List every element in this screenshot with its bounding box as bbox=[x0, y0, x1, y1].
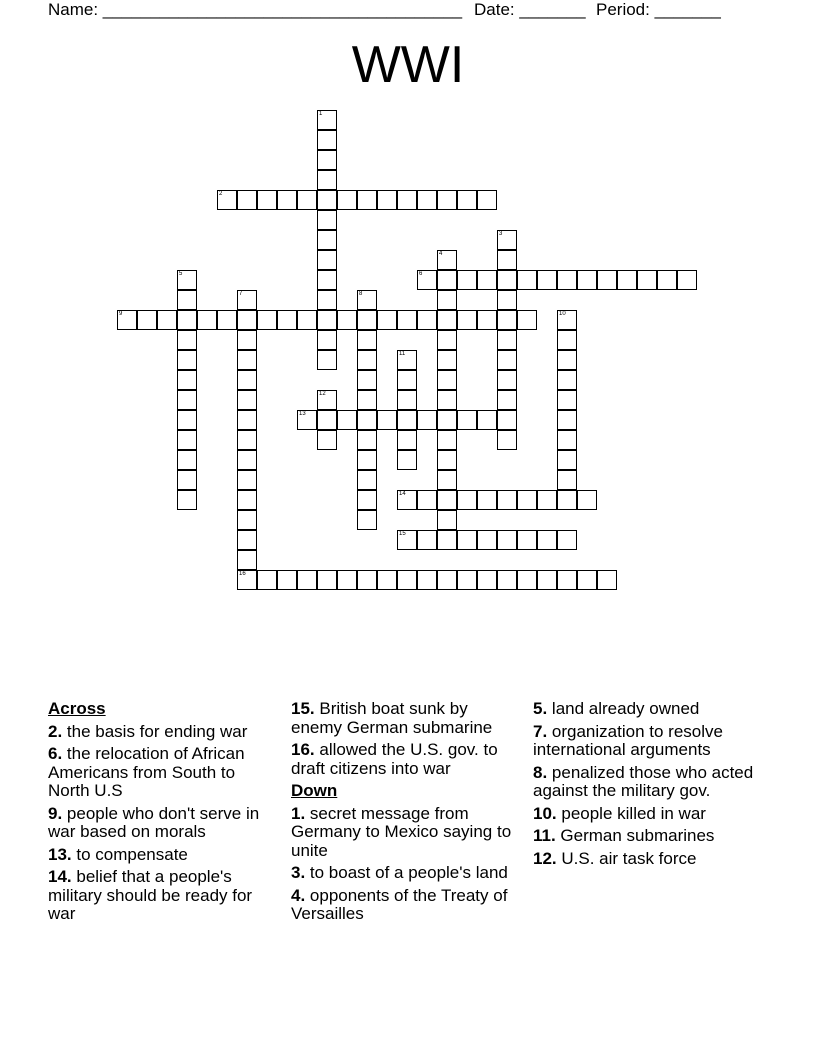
crossword-cell[interactable] bbox=[357, 430, 377, 450]
crossword-cell[interactable] bbox=[257, 570, 277, 590]
crossword-cell[interactable] bbox=[237, 490, 257, 510]
crossword-cell[interactable] bbox=[317, 230, 337, 250]
crossword-cell[interactable] bbox=[437, 390, 457, 410]
crossword-cell[interactable] bbox=[557, 350, 577, 370]
crossword-cell[interactable] bbox=[557, 270, 577, 290]
crossword-cell[interactable] bbox=[557, 470, 577, 490]
clue-across-14: 14. belief that a people's military should be ready for war bbox=[48, 867, 253, 923]
crossword-cell[interactable] bbox=[437, 490, 457, 510]
crossword-cell[interactable] bbox=[497, 350, 517, 370]
crossword-cell[interactable] bbox=[477, 190, 497, 210]
crossword-cell[interactable] bbox=[177, 490, 197, 510]
crossword-cell[interactable] bbox=[217, 310, 237, 330]
crossword-cell[interactable] bbox=[317, 190, 337, 210]
crossword-cell[interactable] bbox=[297, 410, 317, 430]
cell-number: 6 bbox=[419, 271, 423, 277]
crossword-cell[interactable] bbox=[337, 190, 357, 210]
crossword-cell[interactable] bbox=[217, 190, 237, 210]
clue-down-3: 3. to boast of a people's land bbox=[291, 863, 508, 882]
crossword-cell[interactable] bbox=[557, 450, 577, 470]
crossword-cell[interactable] bbox=[457, 530, 477, 550]
crossword-cell[interactable] bbox=[357, 470, 377, 490]
crossword-cell[interactable] bbox=[437, 270, 457, 290]
crossword-cell[interactable] bbox=[177, 470, 197, 490]
crossword-cell[interactable] bbox=[497, 250, 517, 270]
crossword-cell[interactable] bbox=[357, 290, 377, 310]
clue-down-8: 8. penalized those who acted against the military gov. bbox=[533, 762, 754, 800]
clue-down-11: 11. German submarines bbox=[533, 826, 715, 845]
crossword-cell[interactable] bbox=[497, 330, 517, 350]
crossword-cell[interactable] bbox=[437, 290, 457, 310]
crossword-cell[interactable] bbox=[317, 310, 337, 330]
cell-number: 13 bbox=[299, 411, 306, 417]
clue-across-6: 6. the relocation of African Americans from South to North U.S bbox=[48, 744, 245, 800]
crossword-cell[interactable] bbox=[397, 570, 417, 590]
crossword-cell[interactable] bbox=[457, 410, 477, 430]
cell-number: 2 bbox=[219, 191, 223, 197]
crossword-cell[interactable] bbox=[637, 270, 657, 290]
crossword-cell[interactable] bbox=[397, 450, 417, 470]
crossword-cell[interactable] bbox=[537, 270, 557, 290]
crossword-cell[interactable] bbox=[357, 410, 377, 430]
crossword-cell[interactable] bbox=[437, 250, 457, 270]
crossword-cell[interactable] bbox=[517, 310, 537, 330]
cell-number: 10 bbox=[559, 311, 566, 317]
crossword-cell[interactable] bbox=[577, 570, 597, 590]
crossword-cell[interactable] bbox=[517, 530, 537, 550]
crossword-cell[interactable] bbox=[517, 570, 537, 590]
crossword-cell[interactable] bbox=[177, 450, 197, 470]
crossword-cell[interactable] bbox=[297, 570, 317, 590]
crossword-cell[interactable] bbox=[557, 330, 577, 350]
crossword-cell[interactable] bbox=[457, 270, 477, 290]
crossword-cell[interactable] bbox=[437, 510, 457, 530]
crossword-cell[interactable] bbox=[457, 190, 477, 210]
crossword-cell[interactable] bbox=[617, 270, 637, 290]
clue-across-16: 16. allowed the U.S. gov. to draft citizens into war bbox=[291, 740, 498, 778]
crossword-cell[interactable] bbox=[337, 410, 357, 430]
crossword-cell[interactable] bbox=[337, 310, 357, 330]
crossword-cell[interactable] bbox=[277, 310, 297, 330]
clue-across-13: 13. to compensate bbox=[48, 844, 188, 864]
cell-number: 8 bbox=[359, 291, 363, 297]
clue-down-12: 12. U.S. air task force bbox=[533, 848, 697, 868]
crossword-cell[interactable] bbox=[357, 310, 377, 330]
crossword-cell[interactable] bbox=[497, 310, 517, 330]
cell-number: 15 bbox=[399, 531, 406, 537]
crossword-cell[interactable] bbox=[357, 190, 377, 210]
crossword-cell[interactable] bbox=[437, 370, 457, 390]
crossword-cell[interactable] bbox=[417, 490, 437, 510]
crossword-cell[interactable] bbox=[237, 530, 257, 550]
crossword-cell[interactable] bbox=[237, 450, 257, 470]
clue-down-7: 7. organization to resolve international arguments bbox=[533, 721, 723, 759]
crossword-cell[interactable] bbox=[537, 570, 557, 590]
crossword-cell[interactable] bbox=[657, 270, 677, 290]
crossword-cell[interactable] bbox=[417, 310, 437, 330]
crossword-cell[interactable] bbox=[237, 510, 257, 530]
crossword-cell[interactable] bbox=[317, 330, 337, 350]
clue-down-5: 5. land already owned bbox=[533, 699, 700, 718]
crossword-cell[interactable] bbox=[357, 330, 377, 350]
crossword-cell[interactable] bbox=[177, 270, 197, 290]
crossword-cell[interactable] bbox=[177, 410, 197, 430]
clues-column-3 bbox=[533, 700, 765, 872]
cell-number: 12 bbox=[319, 391, 326, 397]
clues-column-1 bbox=[48, 700, 280, 928]
crossword-cell[interactable] bbox=[497, 410, 517, 430]
crossword-cell[interactable] bbox=[497, 270, 517, 290]
crossword-cell[interactable] bbox=[457, 310, 477, 330]
crossword-cell[interactable] bbox=[397, 350, 417, 370]
crossword-cell[interactable] bbox=[237, 410, 257, 430]
crossword-cell[interactable] bbox=[437, 190, 457, 210]
crossword-cell[interactable] bbox=[277, 570, 297, 590]
cell-number: 11 bbox=[399, 351, 406, 357]
date-field[interactable]: Date: _______ bbox=[474, 0, 586, 19]
crossword-cell[interactable] bbox=[177, 370, 197, 390]
cell-number: 4 bbox=[439, 251, 443, 257]
crossword-cell[interactable] bbox=[237, 330, 257, 350]
crossword-cell[interactable] bbox=[497, 430, 517, 450]
crossword-cell[interactable] bbox=[397, 410, 417, 430]
crossword-cell[interactable] bbox=[557, 370, 577, 390]
crossword-cell[interactable] bbox=[557, 390, 577, 410]
crossword-cell[interactable] bbox=[237, 430, 257, 450]
crossword-cell[interactable] bbox=[557, 490, 577, 510]
crossword-cell[interactable] bbox=[377, 310, 397, 330]
crossword-cell[interactable] bbox=[377, 410, 397, 430]
crossword-cell[interactable] bbox=[137, 310, 157, 330]
crossword-cell[interactable] bbox=[437, 570, 457, 590]
crossword-cell[interactable] bbox=[357, 450, 377, 470]
crossword-cell[interactable] bbox=[397, 190, 417, 210]
crossword-cell[interactable] bbox=[317, 210, 337, 230]
crossword-cell[interactable] bbox=[337, 570, 357, 590]
crossword-cell[interactable] bbox=[497, 390, 517, 410]
clue-across-2: 2. the basis for ending war bbox=[48, 721, 248, 741]
crossword-cell[interactable] bbox=[477, 570, 497, 590]
crossword-cell[interactable] bbox=[177, 310, 197, 330]
cell-number: 7 bbox=[239, 291, 243, 297]
crossword-cell[interactable] bbox=[417, 270, 437, 290]
crossword-cell[interactable] bbox=[317, 250, 337, 270]
crossword-cell[interactable] bbox=[437, 450, 457, 470]
crossword-cell[interactable] bbox=[237, 350, 257, 370]
crossword-cell[interactable] bbox=[397, 530, 417, 550]
crossword-cell[interactable] bbox=[177, 330, 197, 350]
crossword-cell[interactable] bbox=[477, 270, 497, 290]
crossword-cell[interactable] bbox=[177, 430, 197, 450]
crossword-cell[interactable] bbox=[497, 530, 517, 550]
crossword-cell[interactable] bbox=[177, 350, 197, 370]
crossword-cell[interactable] bbox=[317, 290, 337, 310]
crossword-cell[interactable] bbox=[397, 430, 417, 450]
crossword-cell[interactable] bbox=[357, 510, 377, 530]
crossword-cell[interactable] bbox=[477, 410, 497, 430]
crossword-cell[interactable] bbox=[537, 490, 557, 510]
crossword-cell[interactable] bbox=[237, 570, 257, 590]
crossword-cell[interactable] bbox=[417, 570, 437, 590]
crossword-cell[interactable] bbox=[317, 570, 337, 590]
crossword-cell[interactable] bbox=[437, 330, 457, 350]
crossword-cell[interactable] bbox=[317, 390, 337, 410]
crossword-cell[interactable] bbox=[597, 570, 617, 590]
crossword-cell[interactable] bbox=[517, 270, 537, 290]
crossword-cell[interactable] bbox=[237, 310, 257, 330]
crossword-cell[interactable] bbox=[317, 150, 337, 170]
crossword-cell[interactable] bbox=[317, 110, 337, 130]
crossword-cell[interactable] bbox=[437, 530, 457, 550]
name-field[interactable]: Name: ______________________________________ bbox=[48, 0, 463, 19]
crossword-cell[interactable] bbox=[357, 390, 377, 410]
crossword-cell[interactable] bbox=[537, 530, 557, 550]
down-heading: Down bbox=[291, 781, 338, 800]
crossword-cell[interactable] bbox=[577, 270, 597, 290]
crossword-cell[interactable] bbox=[117, 310, 137, 330]
crossword-cell[interactable] bbox=[297, 310, 317, 330]
crossword-cell[interactable] bbox=[497, 290, 517, 310]
crossword-cell[interactable] bbox=[417, 530, 437, 550]
crossword-cell[interactable] bbox=[477, 530, 497, 550]
crossword-cell[interactable] bbox=[437, 350, 457, 370]
crossword-cell[interactable] bbox=[557, 430, 577, 450]
crossword-cell[interactable] bbox=[497, 490, 517, 510]
crossword-cell[interactable] bbox=[497, 370, 517, 390]
crossword-cell[interactable] bbox=[477, 490, 497, 510]
cell-number: 9 bbox=[119, 311, 123, 317]
crossword-cell[interactable] bbox=[237, 370, 257, 390]
crossword-cell[interactable] bbox=[377, 190, 397, 210]
period-field[interactable]: Period: _______ bbox=[596, 0, 721, 19]
crossword-cell[interactable] bbox=[357, 570, 377, 590]
across-heading: Across bbox=[48, 699, 106, 718]
clue-across-9: 9. people who don't serve in war based on morals bbox=[48, 803, 260, 841]
crossword-cell[interactable] bbox=[237, 390, 257, 410]
clue-down-10: 10. people killed in war bbox=[533, 803, 706, 823]
crossword-cell[interactable] bbox=[237, 190, 257, 210]
crossword-cell[interactable] bbox=[437, 310, 457, 330]
crossword-cell[interactable] bbox=[297, 190, 317, 210]
crossword-cell[interactable] bbox=[277, 190, 297, 210]
crossword-cell[interactable] bbox=[317, 410, 337, 430]
crossword-cell[interactable] bbox=[557, 570, 577, 590]
crossword-cell[interactable] bbox=[437, 410, 457, 430]
clue-down-4: 4. opponents of the Treaty of Versailles bbox=[291, 885, 508, 923]
crossword-cell[interactable] bbox=[317, 350, 337, 370]
clue-across-15: 15. British boat sunk by enemy German submarine bbox=[291, 699, 493, 737]
crossword-cell[interactable] bbox=[417, 410, 437, 430]
crossword-cell[interactable] bbox=[317, 430, 337, 450]
crossword-cell[interactable] bbox=[437, 430, 457, 450]
crossword-cell[interactable] bbox=[677, 270, 697, 290]
crossword-cell[interactable] bbox=[177, 390, 197, 410]
crossword-cell[interactable] bbox=[437, 470, 457, 490]
crossword-cell[interactable] bbox=[557, 310, 577, 330]
crossword-cell[interactable] bbox=[257, 310, 277, 330]
crossword-cell[interactable] bbox=[237, 290, 257, 310]
crossword-cell[interactable] bbox=[457, 570, 477, 590]
crossword-cell[interactable] bbox=[357, 370, 377, 390]
crossword-cell[interactable] bbox=[397, 390, 417, 410]
crossword-cell[interactable] bbox=[557, 530, 577, 550]
crossword-cell[interactable] bbox=[157, 310, 177, 330]
clues-column-2 bbox=[291, 700, 523, 928]
crossword-cell[interactable] bbox=[497, 570, 517, 590]
cell-number: 5 bbox=[179, 271, 183, 277]
cell-number: 14 bbox=[399, 491, 406, 497]
crossword-cell[interactable] bbox=[317, 170, 337, 190]
crossword-cell[interactable] bbox=[577, 490, 597, 510]
crossword-cell[interactable] bbox=[397, 370, 417, 390]
crossword-cell[interactable] bbox=[377, 570, 397, 590]
crossword-cell[interactable] bbox=[417, 190, 437, 210]
crossword-cell[interactable] bbox=[597, 270, 617, 290]
crossword-cell[interactable] bbox=[397, 490, 417, 510]
crossword-cell[interactable] bbox=[317, 130, 337, 150]
crossword-cell[interactable] bbox=[177, 290, 197, 310]
crossword-cell[interactable] bbox=[317, 270, 337, 290]
cell-number: 3 bbox=[499, 231, 503, 237]
crossword-cell[interactable] bbox=[497, 230, 517, 250]
crossword-cell[interactable] bbox=[477, 310, 497, 330]
page-title: WWI bbox=[351, 36, 465, 94]
crossword-cell[interactable] bbox=[357, 350, 377, 370]
crossword-cell[interactable] bbox=[257, 190, 277, 210]
crossword-cell[interactable] bbox=[237, 550, 257, 570]
clue-down-1: 1. secret message from Germany to Mexico saying to unite bbox=[291, 803, 512, 860]
crossword-cell[interactable] bbox=[517, 490, 537, 510]
cell-number: 16 bbox=[239, 571, 246, 577]
crossword-cell[interactable] bbox=[397, 310, 417, 330]
crossword-cell[interactable] bbox=[237, 470, 257, 490]
cell-number: 1 bbox=[319, 111, 323, 117]
crossword-cell[interactable] bbox=[357, 490, 377, 510]
crossword-cell[interactable] bbox=[557, 410, 577, 430]
crossword-cell[interactable] bbox=[197, 310, 217, 330]
crossword-cell[interactable] bbox=[457, 490, 477, 510]
